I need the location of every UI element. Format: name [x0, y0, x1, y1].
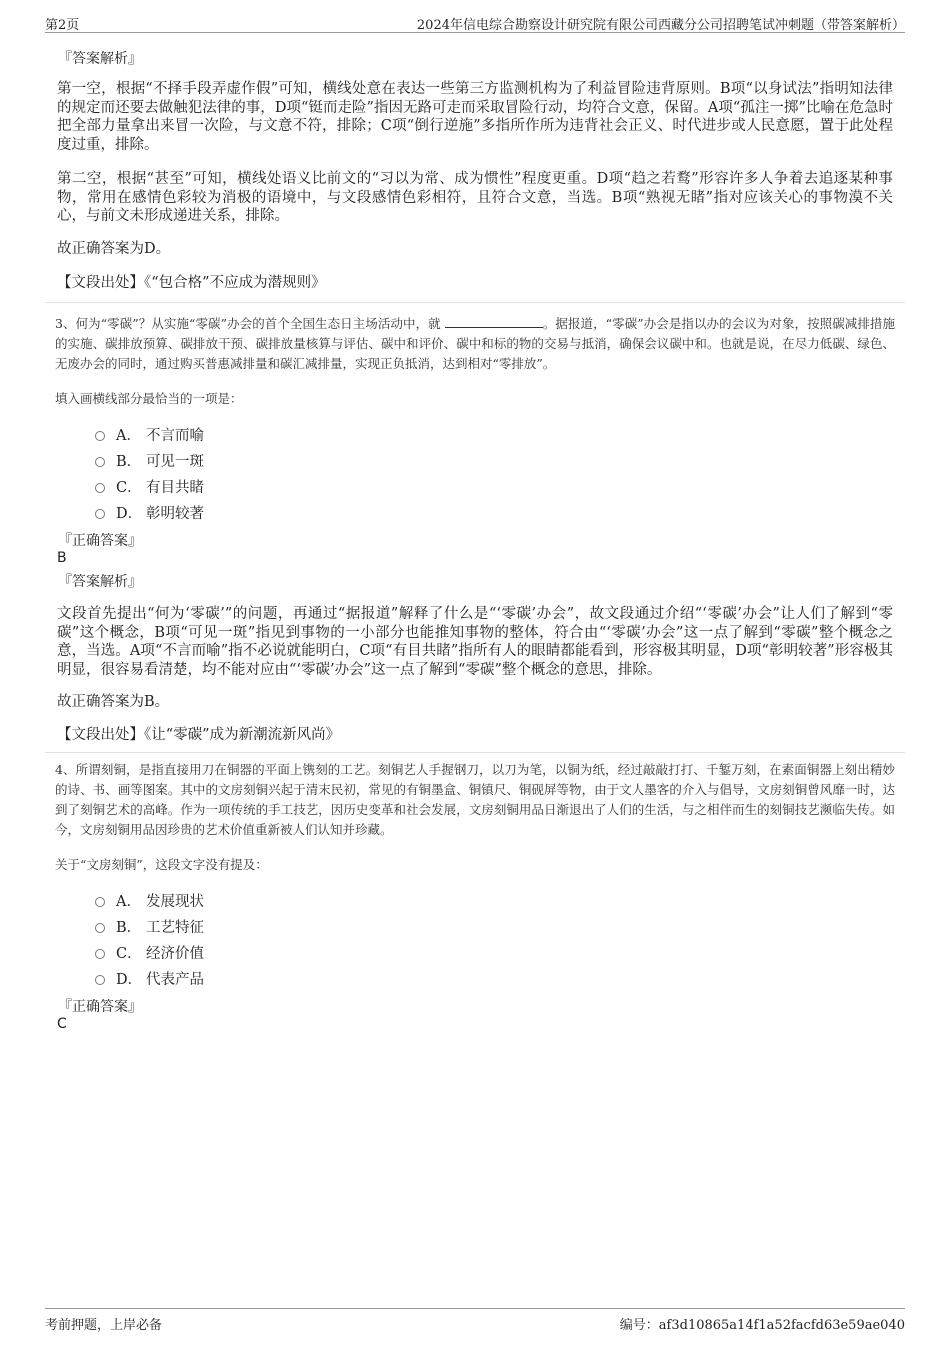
q4-option-b[interactable] [95, 916, 204, 936]
radio-icon[interactable] [95, 509, 105, 519]
page-number: 第2页 [45, 18, 80, 33]
q3-conclusion: 故正确答案为B。 [57, 694, 170, 710]
document-id: 编号：af3d10865a14f1a52facfd63e59ae040 [619, 1318, 905, 1333]
option-letter: B． [116, 453, 142, 470]
radio-icon[interactable] [95, 483, 105, 493]
radio-icon[interactable] [95, 897, 105, 907]
q3-analysis: 文段首先提出“何为‘零碳’”的问题，再通过“据报道”解释了什么是“‘零碳’办会”，故文段通过介绍“‘零碳’办会”让人们了解到“零碳”这个概念，B项“可见一斑”指见到事物的一小部分也能推知事物的整体，符合由“‘零碳’办会”这一点了解到“零碳”整个概念之意，当选。A项“不言而喻”指不必说就能明白，C项“有目共睹”指所有人的眼睛都能看到，形容极其明显，D项“彰明较著”形容极其明显，很容易看清楚，均不能对应由“‘零碳’办会”这一点了解到“零碳”整个概念的意思，排除。 [57, 606, 893, 678]
option-text: 有目共睹 [146, 479, 204, 496]
q2-source: 【文段出处】《“包合格”不应成为潜规则》 [57, 275, 326, 291]
q2-conclusion: 故正确答案为D。 [57, 241, 171, 257]
q3-source: 【文段出处】《让“零碳”成为新潮流新风尚》 [57, 727, 341, 743]
q2-analysis-para-1: 第一空，根据“不择手段弄虚作假”可知，横线处意在表达一些第三方监测机构为了利益冒险违背原则。B项“以身试法”指明知法律的规定而还要去做触犯法律的事，D项“铤而走险”指因无路可走而采取冒险行动，均符合文意，保留。A项“孤注一掷”比喻在危急时把全部力量拿出来冒一次险，与文意不符，排除；C项“倒行逆施”多指所作所为违背社会正义、时代进步或人民意愿，置于此处程度过重，排除。 [57, 81, 893, 153]
q3-answer: B [57, 550, 67, 566]
q2-analysis-para-2: 第二空，根据“甚至”可知，横线处语义比前文的“习以为常、成为惯性”程度更重。D项“趋之若鹜”形容许多人争着去追逐某种事物，常用在感情色彩较为消极的语境中，与文段感情色彩相符，且符合文意，当选。B项“熟视无睹”指对应该关心的事物漠不关心，与前文未形成递进关系，排除。 [57, 171, 893, 224]
option-text: 发展现状 [146, 893, 204, 910]
q3-option-d[interactable] [95, 502, 204, 522]
option-letter: D． [116, 971, 143, 988]
radio-icon[interactable] [95, 949, 105, 959]
radio-icon[interactable] [95, 431, 105, 441]
q3-analysis-tag: 『答案解析』 [58, 574, 142, 590]
option-text: 彰明较著 [146, 505, 204, 522]
q3-stem [55, 314, 895, 374]
option-letter: A． [116, 893, 141, 910]
divider [45, 752, 905, 753]
option-letter: C． [116, 479, 142, 496]
footer-slogan: 考前押题，上岸必备 [45, 1318, 163, 1333]
q3-stem-part-2: 。据报道，“零碳”办会是指以办的会议为对象，按照碳减排措施的实施、碳排放预算、碳排放干预、碳排放量核算与评估、碳中和评价、碳中和标的物的交易与抵消，确保会议碳中和。也就是说，在尽力低碳、绿色、无废办会的同时，通过购买普惠减排量和碳汇减排量，实现正负抵消，达到相对“零排放”。 [55, 316, 895, 371]
option-text: 经济价值 [146, 945, 204, 962]
q3-option-a[interactable] [95, 424, 204, 444]
option-letter: B． [116, 919, 142, 936]
document-title: 2024年信电综合勘察设计研究院有限公司西藏分公司招聘笔试冲刺题（带答案解析） [416, 18, 905, 33]
option-text: 不言而喻 [146, 427, 204, 444]
option-letter: D． [116, 505, 143, 522]
option-text: 工艺特征 [146, 919, 204, 936]
option-text: 代表产品 [146, 971, 204, 988]
q3-stem-part-1: 3、何为“零碳”？从实施“零碳”办会的首个全国生态日主场活动中，就 [55, 316, 441, 331]
q4-option-c[interactable] [95, 942, 204, 962]
radio-icon[interactable] [95, 923, 105, 933]
q3-prompt: 填入画横线部分最恰当的一项是： [55, 391, 243, 406]
option-letter: A． [116, 427, 141, 444]
q3-option-b[interactable] [95, 450, 204, 470]
q4-prompt: 关于“文房刻铜”，这段文字没有提及： [55, 857, 268, 872]
q4-answer: C [57, 1016, 67, 1032]
q3-blank [445, 315, 543, 328]
q4-option-d[interactable] [95, 968, 204, 988]
q4-stem: 4、所谓刻铜，是指直接用刀在铜器的平面上镌刻的工艺。刻铜艺人手握钢刀，以刀为笔，以铜为纸，经过敲敲打打、千錾万刻，在素面铜器上刻出精妙的诗、书、画等图案。其中的文房刻铜兴起于清末民初，常见的有铜墨盒、铜镇尺、铜砚屏等物，由于文人墨客的介入与倡导，文房刻铜曾风靡一时，达到了刻铜艺术的高峰。作为一项传统的手工技艺，因历史变革和社会发展，文房刻铜用品日渐退出了人们的生活，与之相伴而生的刻铜技艺濒临失传。如今，文房刻铜用品因珍贵的艺术价值重新被人们认知并珍藏。 [55, 762, 895, 837]
q4-answer-tag: 『正确答案』 [58, 999, 142, 1015]
page-footer [45, 1308, 905, 1333]
q2-analysis-tag: 『答案解析』 [58, 51, 142, 67]
option-letter: C． [116, 945, 142, 962]
option-text: 可见一斑 [146, 453, 204, 470]
q4-option-a[interactable] [95, 890, 204, 910]
radio-icon[interactable] [95, 457, 105, 467]
q3-option-c[interactable] [95, 476, 204, 496]
divider [45, 302, 905, 303]
page-header [45, 10, 905, 33]
radio-icon[interactable] [95, 975, 105, 985]
q3-answer-tag: 『正确答案』 [58, 533, 142, 549]
